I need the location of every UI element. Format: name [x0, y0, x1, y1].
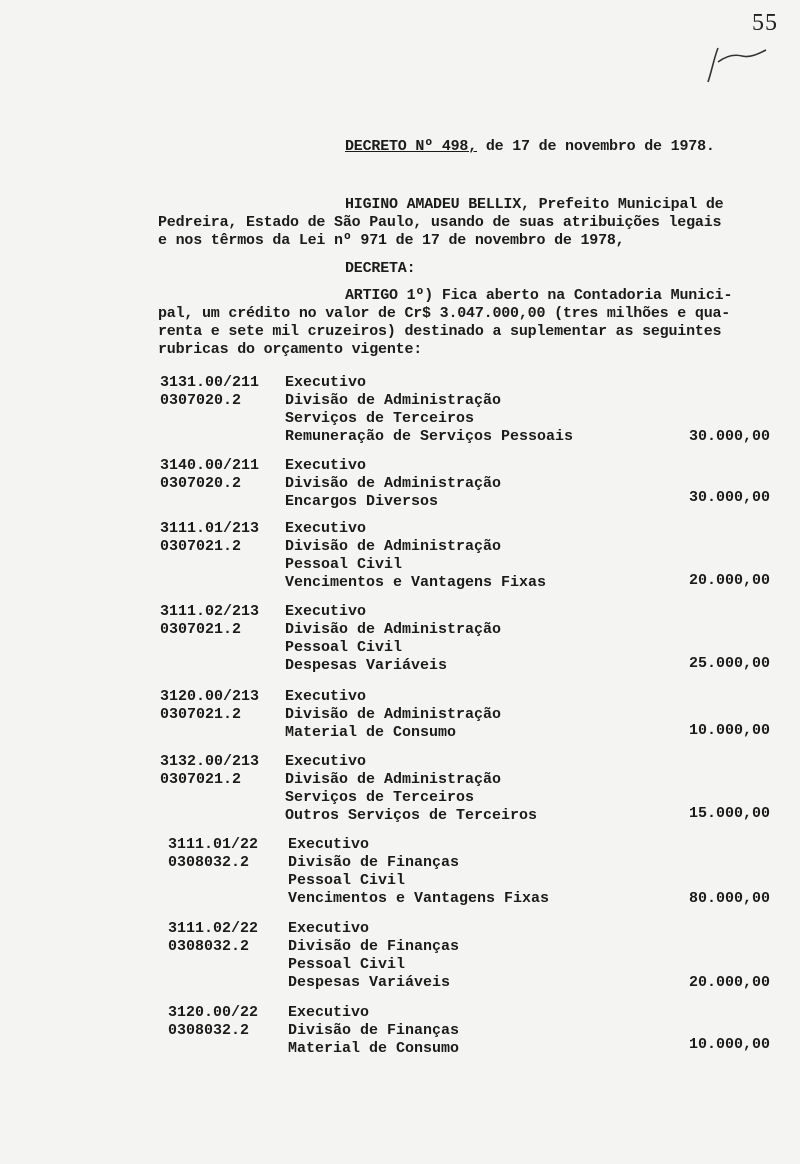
entry-amount: 10.000,00 [688, 1036, 770, 1053]
entry-amount: 20.000,00 [688, 572, 770, 589]
entry-codes [160, 753, 259, 789]
entry-account-code: 3111.01/213 [160, 520, 260, 537]
entry-line: Despesas Variáveis [285, 657, 448, 674]
entry-account-code: 3120.00/213 [160, 688, 260, 705]
entry-line: Divisão de Finanças [288, 938, 460, 955]
entry-program-code: 0307021.2 [160, 621, 242, 638]
article-line-3: renta e sete mil cruzeiros) destinado a suplementar as seguintes [158, 323, 722, 340]
entry-line: Divisão de Finanças [288, 854, 460, 871]
entry-line: Divisão de Administração [285, 706, 502, 723]
entry-codes [160, 374, 259, 410]
entry-codes [168, 1004, 258, 1040]
entry-line: Divisão de Administração [285, 538, 502, 555]
entry-program-code: 0308032.2 [168, 1022, 250, 1039]
entry-account-code: 3131.00/211 [160, 374, 260, 391]
entry-line: Pessoal Civil [285, 639, 403, 656]
decree-title [345, 138, 715, 155]
entry-line: Executivo [288, 920, 370, 937]
entry-description [288, 1004, 459, 1058]
entry-account-code: 3120.00/22 [168, 1004, 259, 1021]
entry-codes [168, 920, 258, 956]
entry-line: Divisão de Administração [285, 392, 502, 409]
entry-program-code: 0307021.2 [160, 771, 242, 788]
entry-line: Pessoal Civil [285, 556, 403, 573]
entry-description [285, 753, 537, 825]
entry-account-code: 3140.00/211 [160, 457, 260, 474]
entry-line: Executivo [285, 603, 367, 620]
entry-line: Material de Consumo [285, 724, 457, 741]
entry-description [285, 457, 501, 511]
article-line-2: pal, um crédito no valor de Cr$ 3.047.000,00 (tres milhões e qua- [158, 305, 731, 322]
entry-line: Executivo [285, 520, 367, 537]
entry-line: Divisão de Administração [285, 475, 502, 492]
entry-description [288, 836, 549, 908]
entry-line: Encargos Diversos [285, 493, 439, 510]
entry-line: Vencimentos e Vantagens Fixas [288, 890, 550, 907]
entry-program-code: 0308032.2 [168, 938, 250, 955]
entry-amount: 20.000,00 [688, 974, 770, 991]
entry-line: Remuneração de Serviços Pessoais [285, 428, 574, 445]
entry-line: Serviços de Terceiros [285, 410, 475, 427]
entry-line: Divisão de Administração [285, 621, 502, 638]
article-line-1: ARTIGO 1º) Fica aberto na Contadoria Munici- [345, 287, 733, 304]
entry-codes [160, 603, 259, 639]
entry-amount: 30.000,00 [688, 489, 770, 506]
entry-amount: 30.000,00 [688, 428, 770, 445]
entry-line: Material de Consumo [288, 1040, 460, 1057]
entry-codes [160, 688, 259, 724]
decreta-heading: DECRETA: [345, 260, 416, 277]
entry-line: Divisão de Administração [285, 771, 502, 788]
entry-description [285, 688, 501, 742]
entry-line: Executivo [288, 1004, 370, 1021]
entry-codes [160, 520, 259, 556]
article-line-4: rubricas do orçamento vigente: [158, 341, 423, 358]
entry-program-code: 0307021.2 [160, 538, 242, 555]
entry-line: Pessoal Civil [288, 956, 406, 973]
entry-amount: 10.000,00 [688, 722, 770, 739]
entry-program-code: 0308032.2 [168, 854, 250, 871]
entry-line: Executivo [285, 457, 367, 474]
entry-program-code: 0307020.2 [160, 392, 242, 409]
preamble-line-2: Pedreira, Estado de São Paulo, usando de suas atribuições legais [158, 214, 722, 231]
entry-line: Executivo [285, 688, 367, 705]
entry-line: Pessoal Civil [288, 872, 406, 889]
entry-program-code: 0307020.2 [160, 475, 242, 492]
handwritten-mark-icon [700, 40, 770, 90]
preamble-line-3: e nos têrmos da Lei nº 971 de 17 de novembro de 1978, [158, 232, 625, 249]
entry-description [285, 603, 501, 675]
entry-account-code: 3111.02/22 [168, 920, 259, 937]
entry-line: Vencimentos e Vantagens Fixas [285, 574, 547, 591]
decree-title-date: de 17 de novembro de 1978. [477, 138, 715, 155]
entry-amount: 15.000,00 [688, 805, 770, 822]
entry-account-code: 3111.01/22 [168, 836, 259, 853]
entry-amount: 80.000,00 [688, 890, 770, 907]
entry-description [285, 374, 573, 446]
entry-codes [168, 836, 258, 872]
entry-line: Serviços de Terceiros [285, 789, 475, 806]
entry-line: Outros Serviços de Terceiros [285, 807, 538, 824]
entry-account-code: 3132.00/213 [160, 753, 260, 770]
entry-amount: 25.000,00 [688, 655, 770, 672]
entry-line: Despesas Variáveis [288, 974, 451, 991]
entry-line: Executivo [285, 374, 367, 391]
preamble-line-1: HIGINO AMADEU BELLIX, Prefeito Municipal de [345, 196, 724, 213]
entry-line: Executivo [288, 836, 370, 853]
entry-line: Divisão de Finanças [288, 1022, 460, 1039]
entry-description [288, 920, 459, 992]
entry-codes [160, 457, 259, 493]
entry-account-code: 3111.02/213 [160, 603, 260, 620]
decree-title-number: DECRETO Nº 498, [345, 138, 478, 155]
entry-program-code: 0307021.2 [160, 706, 242, 723]
page-number: 55 [752, 10, 778, 36]
entry-line: Executivo [285, 753, 367, 770]
entry-description [285, 520, 546, 592]
